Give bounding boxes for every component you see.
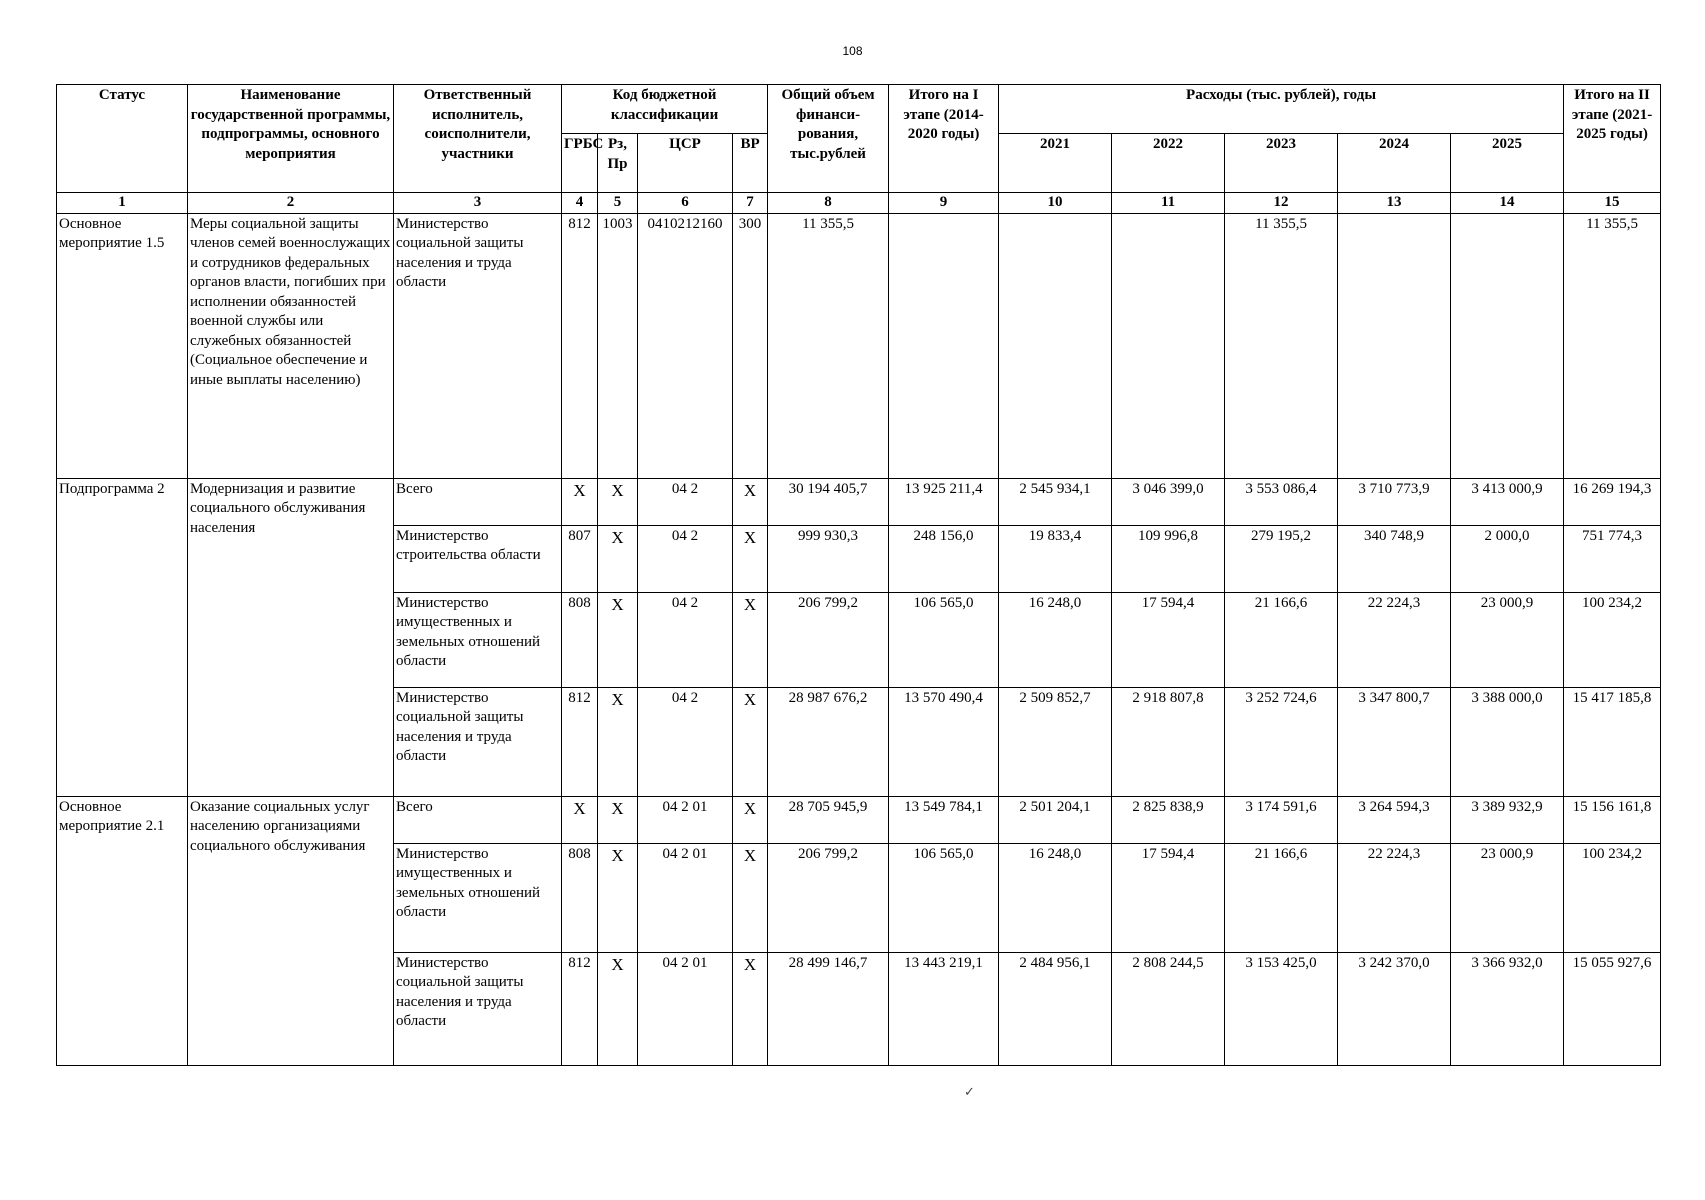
- cell-2024: [1338, 213, 1451, 478]
- cell-stage2: 11 355,5: [1564, 213, 1661, 478]
- col-number: 8: [768, 193, 889, 214]
- cell-2025: 3 413 000,9: [1451, 478, 1564, 525]
- header-grbs: ГРБС: [562, 134, 598, 193]
- cell-2025: 2 000,0: [1451, 525, 1564, 592]
- cell-grbs: 808: [562, 592, 598, 687]
- col-number: 11: [1112, 193, 1225, 214]
- cell-stage1: 13 443 219,1: [889, 952, 999, 1065]
- cell-rzpr: Х: [598, 952, 638, 1065]
- cell-rzpr: Х: [598, 843, 638, 952]
- header-responsible: Ответственный исполнитель, соисполнители, участники: [394, 85, 562, 193]
- row-responsible: Министерство социальной защиты населения и труда области: [394, 687, 562, 796]
- col-number: 9: [889, 193, 999, 214]
- cell-grbs: 812: [562, 952, 598, 1065]
- cell-vr: Х: [733, 687, 768, 796]
- col-number: 2: [188, 193, 394, 214]
- cell-stage1: [889, 213, 999, 478]
- cell-grbs: 807: [562, 525, 598, 592]
- col-number: 6: [638, 193, 733, 214]
- cell-grbs: 808: [562, 843, 598, 952]
- cell-total: 11 355,5: [768, 213, 889, 478]
- row-name: Модернизация и развитие социального обслуживания населения: [188, 478, 394, 796]
- header-stage2: Итого на II этапе (2021-2025 годы): [1564, 85, 1661, 193]
- cell-grbs: 812: [562, 213, 598, 478]
- row-responsible: Министерство имущественных и земельных отношений области: [394, 843, 562, 952]
- cell-stage1: 13 549 784,1: [889, 796, 999, 843]
- col-number: 4: [562, 193, 598, 214]
- cell-2021: 2 545 934,1: [999, 478, 1112, 525]
- cell-stage2: 100 234,2: [1564, 843, 1661, 952]
- cell-2024: 3 710 773,9: [1338, 478, 1451, 525]
- col-number: 14: [1451, 193, 1564, 214]
- row-responsible: Министерство имущественных и земельных отношений области: [394, 592, 562, 687]
- cell-rzpr: 1003: [598, 213, 638, 478]
- cell-grbs: Х: [562, 796, 598, 843]
- cell-vr: Х: [733, 796, 768, 843]
- cell-2025: 23 000,9: [1451, 592, 1564, 687]
- cell-grbs: 812: [562, 687, 598, 796]
- cell-stage2: 16 269 194,3: [1564, 478, 1661, 525]
- row-status: Основное мероприятие 2.1: [57, 796, 188, 1065]
- cell-csr: 04 2: [638, 592, 733, 687]
- table-row: [57, 796, 1661, 843]
- cell-2021: [999, 213, 1112, 478]
- row-responsible: Всего: [394, 478, 562, 525]
- cell-2023: 3 553 086,4: [1225, 478, 1338, 525]
- cell-stage2: 15 055 927,6: [1564, 952, 1661, 1065]
- cell-2021: 16 248,0: [999, 592, 1112, 687]
- row-name: Оказание социальных услуг населению организациями социального обслуживания: [188, 796, 394, 1065]
- col-number: 5: [598, 193, 638, 214]
- cell-2021: 2 501 204,1: [999, 796, 1112, 843]
- header-year-2025: 2025: [1451, 134, 1564, 193]
- col-number: 3: [394, 193, 562, 214]
- col-number: 12: [1225, 193, 1338, 214]
- header-budget-code: Код бюджетной классификации: [562, 85, 768, 134]
- cell-2022: 2 918 807,8: [1112, 687, 1225, 796]
- cell-2023: 3 252 724,6: [1225, 687, 1338, 796]
- cell-total: 28 499 146,7: [768, 952, 889, 1065]
- cell-csr: 04 2 01: [638, 952, 733, 1065]
- cell-total: 999 930,3: [768, 525, 889, 592]
- cell-csr: 0410212160: [638, 213, 733, 478]
- row-status: Подпрограмма 2: [57, 478, 188, 796]
- cell-2025: 23 000,9: [1451, 843, 1564, 952]
- cell-2024: 22 224,3: [1338, 592, 1451, 687]
- cell-2024: 340 748,9: [1338, 525, 1451, 592]
- row-name: Меры социальной защиты членов семей военнослужащих и сотрудников федеральных органов власти, погибших при исполнении обязанностей военной службы или служебных обязанностей (Социальное обеспечение и иные выплаты населению): [188, 213, 394, 478]
- header-stage1: Итого на I этапе (2014-2020 годы): [889, 85, 999, 193]
- cell-stage1: 13 925 211,4: [889, 478, 999, 525]
- cell-csr: 04 2 01: [638, 843, 733, 952]
- cell-total: 28 987 676,2: [768, 687, 889, 796]
- cell-2023: 3 153 425,0: [1225, 952, 1338, 1065]
- cell-rzpr: Х: [598, 478, 638, 525]
- cell-rzpr: Х: [598, 687, 638, 796]
- cell-2025: 3 388 000,0: [1451, 687, 1564, 796]
- cell-2024: 3 242 370,0: [1338, 952, 1451, 1065]
- cell-2023: 21 166,6: [1225, 843, 1338, 952]
- cell-2021: 16 248,0: [999, 843, 1112, 952]
- budget-table: [56, 84, 1661, 1066]
- cell-total: 206 799,2: [768, 843, 889, 952]
- cell-2024: 22 224,3: [1338, 843, 1451, 952]
- header-status: Статус: [57, 85, 188, 193]
- col-number: 15: [1564, 193, 1661, 214]
- cell-vr: 300: [733, 213, 768, 478]
- cell-rzpr: Х: [598, 525, 638, 592]
- header-year-2022: 2022: [1112, 134, 1225, 193]
- cell-2022: [1112, 213, 1225, 478]
- column-numbers-row: [57, 193, 1661, 214]
- header-csr: ЦСР: [638, 134, 733, 193]
- col-number: 13: [1338, 193, 1451, 214]
- cell-csr: 04 2: [638, 478, 733, 525]
- cell-stage2: 15 156 161,8: [1564, 796, 1661, 843]
- cell-2023: 279 195,2: [1225, 525, 1338, 592]
- header-expenses: Расходы (тыс. рублей), годы: [999, 85, 1564, 134]
- row-responsible: Всего: [394, 796, 562, 843]
- col-number: 1: [57, 193, 188, 214]
- cell-2022: 3 046 399,0: [1112, 478, 1225, 525]
- cell-2024: 3 264 594,3: [1338, 796, 1451, 843]
- cell-stage2: 751 774,3: [1564, 525, 1661, 592]
- cell-csr: 04 2 01: [638, 796, 733, 843]
- table-row: [57, 478, 1661, 525]
- header-year-2024: 2024: [1338, 134, 1451, 193]
- cell-total: 30 194 405,7: [768, 478, 889, 525]
- header-vr: ВР: [733, 134, 768, 193]
- cell-2025: 3 366 932,0: [1451, 952, 1564, 1065]
- cell-stage2: 100 234,2: [1564, 592, 1661, 687]
- cell-total: 206 799,2: [768, 592, 889, 687]
- cell-vr: Х: [733, 592, 768, 687]
- row-responsible: Министерство социальной защиты населения и труда области: [394, 952, 562, 1065]
- cell-vr: Х: [733, 843, 768, 952]
- row-status: Основное мероприятие 1.5: [57, 213, 188, 478]
- cell-2025: 3 389 932,9: [1451, 796, 1564, 843]
- cell-stage1: 13 570 490,4: [889, 687, 999, 796]
- cell-rzpr: Х: [598, 592, 638, 687]
- cell-2022: 2 825 838,9: [1112, 796, 1225, 843]
- col-number: 7: [733, 193, 768, 214]
- cell-2023: 3 174 591,6: [1225, 796, 1338, 843]
- row-responsible: Министерство строительства области: [394, 525, 562, 592]
- cell-2021: 2 484 956,1: [999, 952, 1112, 1065]
- tick-mark: ✓: [964, 1084, 975, 1099]
- header-rzpr: Рз, Пр: [598, 134, 638, 193]
- cell-vr: Х: [733, 478, 768, 525]
- cell-csr: 04 2: [638, 687, 733, 796]
- cell-vr: Х: [733, 525, 768, 592]
- cell-2022: 17 594,4: [1112, 592, 1225, 687]
- row-responsible: Министерство социальной защиты населения и труда области: [394, 213, 562, 478]
- cell-2024: 3 347 800,7: [1338, 687, 1451, 796]
- cell-stage2: 15 417 185,8: [1564, 687, 1661, 796]
- cell-2023: 11 355,5: [1225, 213, 1338, 478]
- cell-total: 28 705 945,9: [768, 796, 889, 843]
- header-year-2021: 2021: [999, 134, 1112, 193]
- header-year-2023: 2023: [1225, 134, 1338, 193]
- page-number: 108: [842, 44, 863, 58]
- table-row: [57, 213, 1661, 478]
- cell-2022: 2 808 244,5: [1112, 952, 1225, 1065]
- cell-2021: 19 833,4: [999, 525, 1112, 592]
- cell-2022: 109 996,8: [1112, 525, 1225, 592]
- cell-stage1: 106 565,0: [889, 843, 999, 952]
- cell-2021: 2 509 852,7: [999, 687, 1112, 796]
- header-total-volume: Общий объем финанси-рования, тыс.рублей: [768, 85, 889, 193]
- cell-grbs: Х: [562, 478, 598, 525]
- header-name: Наименование государственной программы, подпрограммы, основного мероприятия: [188, 85, 394, 193]
- cell-2023: 21 166,6: [1225, 592, 1338, 687]
- cell-stage1: 106 565,0: [889, 592, 999, 687]
- cell-2022: 17 594,4: [1112, 843, 1225, 952]
- cell-rzpr: Х: [598, 796, 638, 843]
- col-number: 10: [999, 193, 1112, 214]
- cell-stage1: 248 156,0: [889, 525, 999, 592]
- cell-csr: 04 2: [638, 525, 733, 592]
- cell-2025: [1451, 213, 1564, 478]
- cell-vr: Х: [733, 952, 768, 1065]
